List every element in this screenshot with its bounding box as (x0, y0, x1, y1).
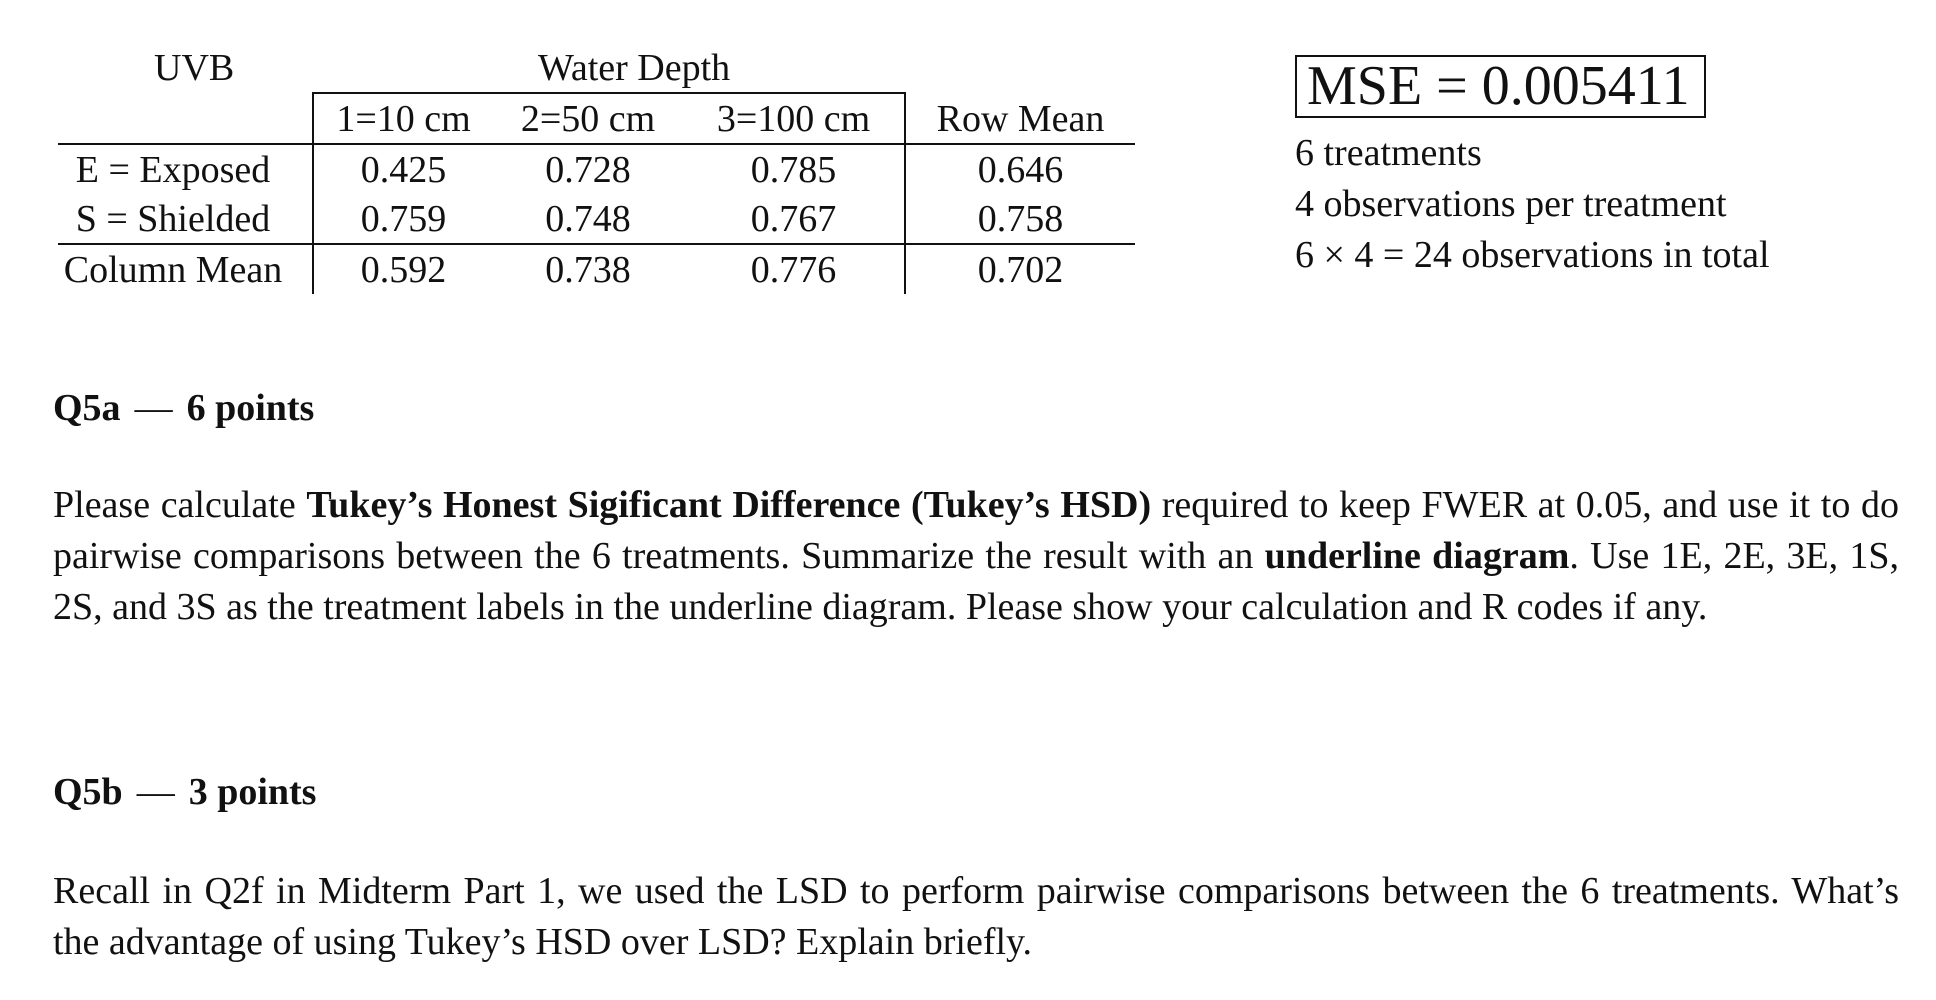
water-depth-header: Water Depth (538, 47, 731, 89)
row-label: E = Exposed (58, 144, 313, 194)
table-cell: 0.702 (905, 244, 1135, 294)
observations-per-treatment: 4 observations per treatment (1295, 183, 1727, 226)
table-cell: 0.738 (493, 244, 683, 294)
column-header: 1=10 cm (313, 93, 493, 144)
q5b-heading (53, 770, 316, 814)
table-cell: 0.425 (313, 144, 493, 194)
table-row (58, 244, 1135, 294)
table-cell: 0.728 (493, 144, 683, 194)
table-header-row (58, 93, 1135, 144)
table-cell: 0.767 (750, 198, 837, 240)
question-label: Q5a (53, 387, 121, 429)
q5a-heading (53, 386, 314, 430)
table-corner-cell (58, 93, 313, 144)
table-cell: 0.646 (905, 144, 1135, 194)
q5a-body (53, 480, 1899, 633)
table-cell: 0.759 (313, 194, 493, 244)
column-header: Row Mean (905, 93, 1135, 144)
column-header: 2=50 cm (493, 93, 683, 144)
question-points: 3 points (188, 771, 317, 813)
means-table (58, 92, 1135, 294)
table-cell: 0.785 (683, 144, 905, 194)
mse-box: MSE = 0.005411 (1295, 55, 1706, 118)
row-label: Column Mean (58, 244, 313, 294)
table-cell: 0.758 (905, 194, 1135, 244)
body-bold-text: underline diagram (1264, 535, 1570, 577)
design-summary (1295, 55, 1770, 282)
table-row (58, 194, 1135, 244)
q5b-body: Recall in Q2f in Midterm Part 1, we used the LSD to perform pairwise comparisons between the 6 treatments. What’s the advantage of using Tukey’s HSD over LSD? Explain briefly. (53, 870, 1899, 963)
table-cell: 0.592 (313, 244, 493, 294)
heading-dash: — (134, 387, 173, 429)
question-label: Q5b (53, 771, 123, 813)
table-row (58, 144, 1135, 194)
total-observations: 6 × 4 = 24 observations in total (1295, 234, 1770, 277)
body-text: Please calculate (53, 484, 307, 526)
column-header: 3=100 cm (683, 93, 905, 144)
body-text: required to keep FWER at 0.05, and use it to do pairwise comparisons between the 6 treatments. Summarize the result with an (53, 484, 1899, 577)
table-cell: 0.748 (545, 198, 631, 240)
question-points: 6 points (186, 387, 315, 429)
treatments-count: 6 treatments (1295, 131, 1482, 174)
body-bold-text: Tukey’s Honest Sigificant Difference (Tukey’s HSD) (306, 484, 1152, 526)
heading-dash: — (136, 771, 175, 813)
uvb-header: UVB (154, 47, 235, 89)
row-label: S = Shielded (75, 198, 271, 240)
body-text: . Use 1E, 2E, 3E, 1S, 2S, and 3S as the treatment labels in the underline diagram. Please show your calculation and R codes if any. (53, 535, 1899, 628)
table-cell: 0.776 (683, 244, 905, 294)
